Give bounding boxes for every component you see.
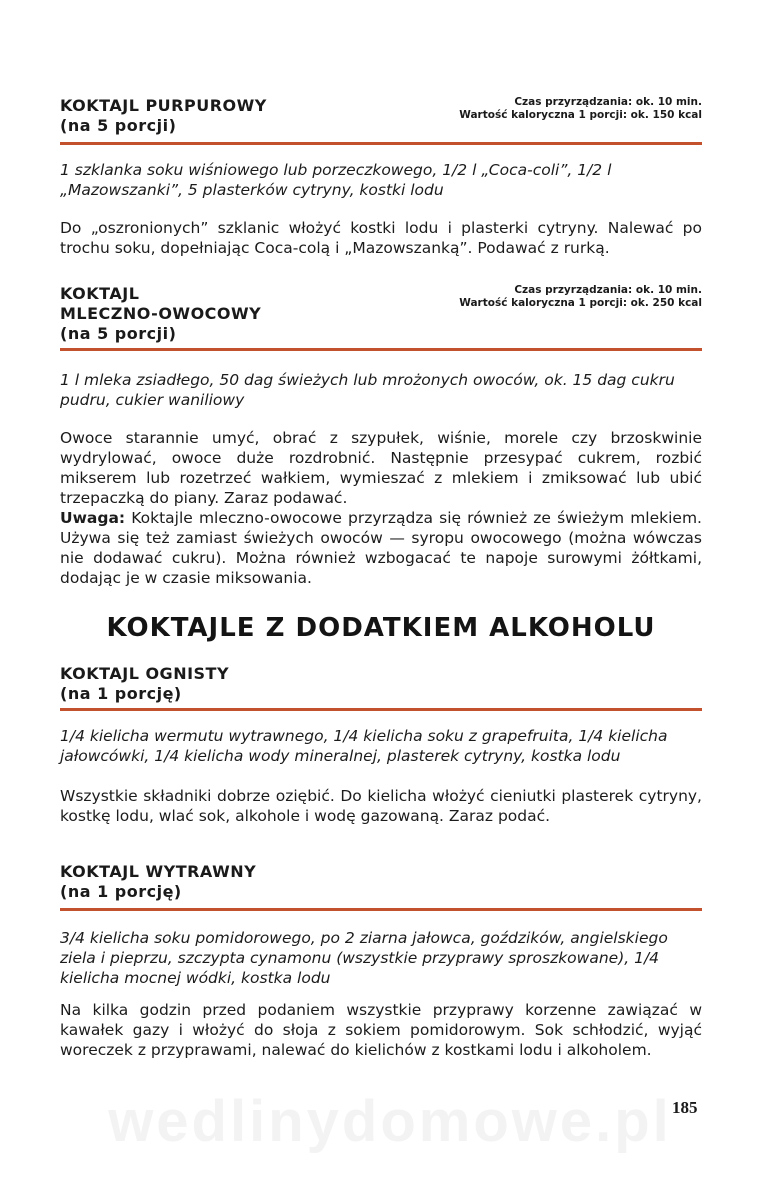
ingredients-list: 1 szklanka soku wiśniowego lub porzeczkowego, 1/2 l „Coca-coli”, 1/2 l „Mazowszanki”, 5 plasterków cytryny, kostki lodu [60,161,612,199]
ingredients-list: 3/4 kielicha soku pomidorowego, po 2 ziarna jałowca, goździków, angielskiego ziela i pieprzu, szczypta cynamonu (wszystkie przyprawy sproszkowane), 1/4 kielicha mocnej wódki, kostka lodu [60,929,668,987]
recipe-meta [459,96,702,122]
note-text: Koktajle mleczno-owocowe przyrządza się również ze świeżym mlekiem. Używa się też zamiast świeżych owoców — syropu owocowego (można wówczas nie dodawać cukru). Można również wzbogacać te napoje surowymi żółtkami, dodając je w czasie miksowania. [60,509,702,587]
note-label: Uwaga: [60,509,126,527]
prep-time: Czas przyrządzania: ok. 10 min. [514,284,702,296]
section-title: KOKTAJLE Z DODATKIEM ALKOHOLU [106,613,656,643]
divider-rule [60,708,702,711]
recipe-meta [459,284,702,310]
ingredients-list: 1/4 kielicha wermutu wytrawnego, 1/4 kielicha soku z grapefruita, 1/4 kielicha jałowcówki, 1/4 kielicha wody mineralnej, plasterek cytryny, kostka lodu [60,727,668,765]
recipe-title: KOKTAJL MLECZNO-OWOCOWY (na 5 porcji) [60,284,262,343]
instructions-text: Wszystkie składniki dobrze oziębić. Do kielicha włożyć cieniutki plasterek cytryny, kostkę lodu, wlać sok, alkohole i wodę gazowaną. Zaraz podać. [60,787,702,825]
calorie-value: Wartość kaloryczna 1 porcji: ok. 250 kcal [459,297,702,309]
instructions-text: Do „oszronionych” szklanic włożyć kostki lodu i plasterki cytryny. Nalewać po trochu soku, dopełniając Coca-colą i „Mazowszanką”. Podawać z rurką. [60,219,702,257]
recipe-title: KOKTAJL OGNISTY (na 1 porcję) [60,664,230,703]
recipe-header-mleczno-owocowy [60,284,702,344]
divider-rule [60,142,702,145]
instructions-text [60,428,702,588]
recipe-header-ognisty [60,664,702,704]
watermark-text: wedlinydomowe.pl [108,1089,672,1154]
divider-rule [60,908,702,911]
ingredients-list: 1 l mleka zsiadłego, 50 dag świeżych lub mrożonych owoców, ok. 15 dag cukru pudru, cukier waniliowy [60,371,675,409]
page-number: 185 [672,1098,698,1117]
recipe-title: KOKTAJL PURPUROWY (na 5 porcji) [60,96,267,135]
recipe-header-purpurowy [60,96,702,136]
prep-time: Czas przyrządzania: ok. 10 min. [514,96,702,108]
recipe-title: KOKTAJL WYTRAWNY (na 1 porcję) [60,862,257,901]
calorie-value: Wartość kaloryczna 1 porcji: ok. 150 kcal [459,109,702,121]
instructions-text: Na kilka godzin przed podaniem wszystkie przyprawy korzenne zawiązać w kawałek gazy i włożyć do słoja z sokiem pomidorowym. Sok schłodzić, wyjąć woreczek z przyprawami, nalewać do kielichów z kostkami lodu i alkoholem. [60,1001,702,1059]
divider-rule [60,348,702,351]
recipe-header-wytrawny [60,862,702,902]
instructions-body: Owoce starannie umyć, obrać z szypułek, wiśnie, morele czy brzoskwinie wydrylować, owoce duże rozdrobnić. Następnie przesypać cukrem, rozbić mikserem lub rozetrzeć wałkiem, wymieszać z mlekiem i zmiksować lub ubić trzepaczką do piany. Zaraz podawać. [60,429,702,507]
